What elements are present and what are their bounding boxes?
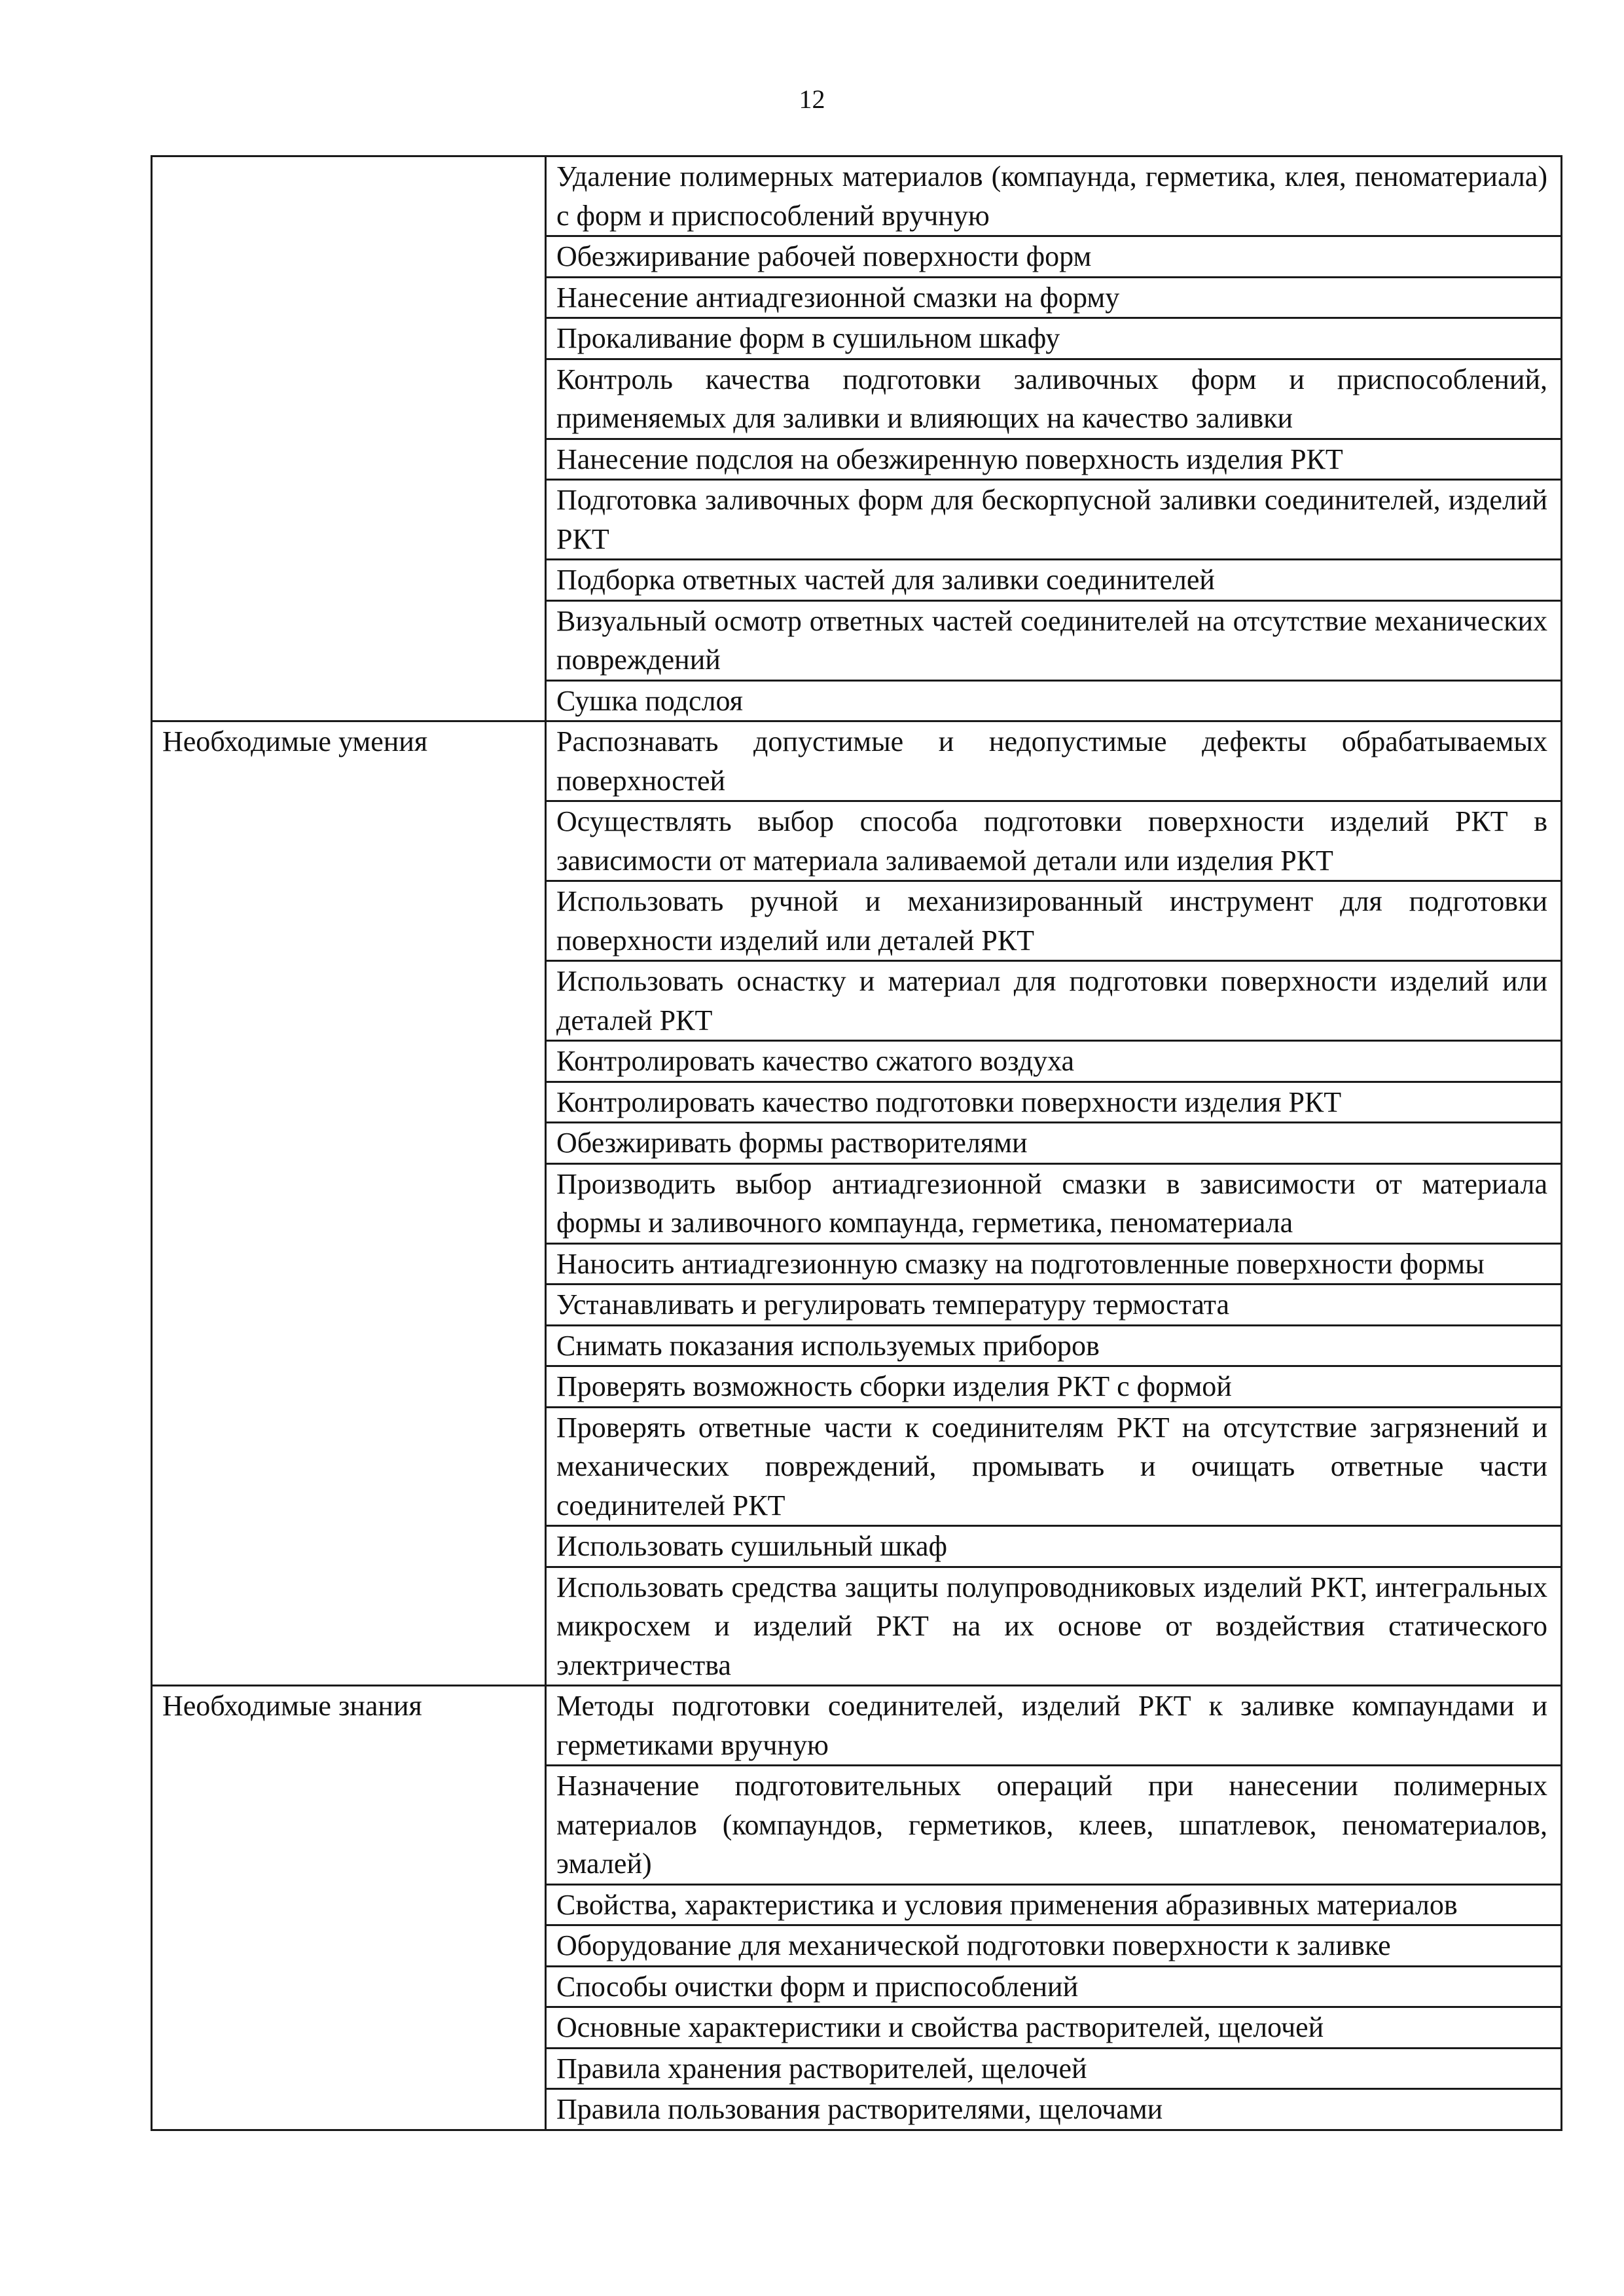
table-row [152, 1686, 1562, 1766]
requirement-item: Снимать показания используемых приборов [546, 1325, 1562, 1366]
requirement-item: Правила хранения растворителей, щелочей [546, 2048, 1562, 2089]
requirement-item: Устанавливать и регулировать температуру термостата [546, 1285, 1562, 1326]
table-body [152, 156, 1562, 2130]
page-number: 12 [799, 84, 825, 114]
requirement-item: Использовать средства защиты полупроводниковых изделий РКТ, интегральных микросхем и изделий РКТ на их основе от воздействия статического электричества [546, 1567, 1562, 1686]
requirement-item: Обезжиривание рабочей поверхности форм [546, 236, 1562, 278]
requirement-item: Подборка ответных частей для заливки соединителей [546, 560, 1562, 601]
requirement-item: Методы подготовки соединителей, изделий РКТ к заливке компаундами и герметиками вручную [546, 1686, 1562, 1766]
requirement-item: Производить выбор антиадгезионной смазки в зависимости от материала формы и заливочного компаунда, герметика, пеноматериала [546, 1163, 1562, 1243]
requirement-item: Оборудование для механической подготовки поверхности к заливке [546, 1925, 1562, 1967]
requirement-item: Нанесение антиадгезионной смазки на форму [546, 277, 1562, 318]
requirement-item: Удаление полимерных материалов (компаунда, герметика, клея, пеноматериала) с форм и приспособлений вручную [546, 156, 1562, 236]
table-row [152, 156, 1562, 236]
section-label [152, 156, 546, 721]
section-label: Необходимые знания [152, 1686, 546, 2130]
requirement-item: Контролировать качество сжатого воздуха [546, 1041, 1562, 1082]
requirement-item: Контроль качества подготовки заливочных форм и приспособлений, применяемых для заливки и влияющих на качество заливки [546, 359, 1562, 439]
requirement-item: Проверять ответные части к соединителям РКТ на отсутствие загрязнений и механических повреждений, промывать и очищать ответные части соединителей РКТ [546, 1407, 1562, 1526]
requirement-item: Назначение подготовительных операций при нанесении полимерных материалов (компаундов, герметиков, клеев, шпатлевок, пеноматериалов, эмалей) [546, 1766, 1562, 1885]
requirement-item: Распознавать допустимые и недопустимые дефекты обрабатываемых поверхностей [546, 721, 1562, 801]
requirement-item: Использовать ручной и механизированный инструмент для подготовки поверхности изделий или деталей РКТ [546, 881, 1562, 961]
requirement-item: Подготовка заливочных форм для бескорпусной заливки соединителей, изделий РКТ [546, 480, 1562, 560]
table-row [152, 721, 1562, 801]
requirement-item: Обезжиривать формы растворителями [546, 1123, 1562, 1164]
requirement-item: Способы очистки форм и приспособлений [546, 1966, 1562, 2007]
requirement-item: Контролировать качество подготовки поверхности изделия РКТ [546, 1082, 1562, 1123]
requirement-item: Осуществлять выбор способа подготовки поверхности изделий РКТ в зависимости от материала заливаемой детали или изделия РКТ [546, 801, 1562, 881]
requirement-item: Основные характеристики и свойства растворителей, щелочей [546, 2007, 1562, 2049]
requirement-item: Использовать оснастку и материал для подготовки поверхности изделий или деталей РКТ [546, 961, 1562, 1041]
requirement-item: Свойства, характеристика и условия применения абразивных материалов [546, 1884, 1562, 1925]
requirement-item: Правила пользования растворителями, щелочами [546, 2089, 1562, 2130]
requirement-item: Использовать сушильный шкаф [546, 1526, 1562, 1567]
requirement-item: Сушка подслоя [546, 680, 1562, 721]
requirement-item: Наносить антиадгезионную смазку на подготовленные поверхности формы [546, 1243, 1562, 1285]
requirement-item: Прокаливание форм в сушильном шкафу [546, 318, 1562, 359]
requirement-item: Проверять возможность сборки изделия РКТ с формой [546, 1366, 1562, 1408]
requirement-item: Визуальный осмотр ответных частей соединителей на отсутствие механических повреждений [546, 600, 1562, 680]
section-label: Необходимые умения [152, 721, 546, 1686]
requirement-item: Нанесение подслоя на обезжиренную поверхность изделия РКТ [546, 439, 1562, 480]
requirements-table [151, 155, 1562, 2131]
